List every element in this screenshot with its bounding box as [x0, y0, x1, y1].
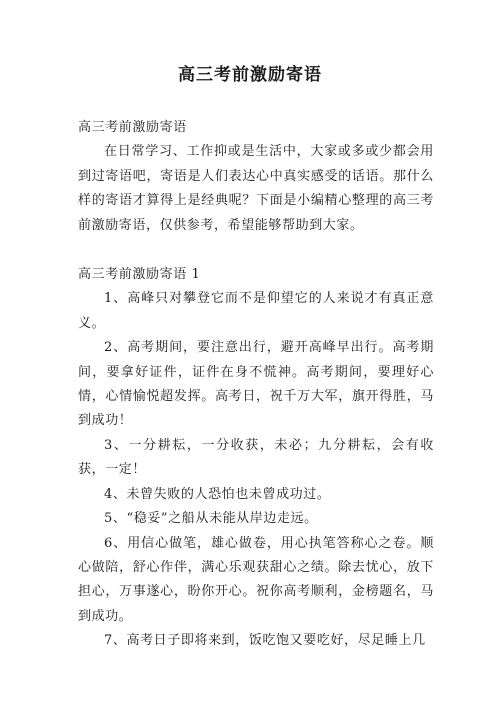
list-item: 5、“稳妥”之船从未能从岸边走远。 [104, 511, 318, 527]
list-item: 2、高考期间，要注意出行，避开高峰早出行。高考期间，要拿好证件，证件在身不慌神。高考期间，要理好心情，心情愉悦超发挥。高考日，祝千万大军，旗开得胜，马到成功！ [78, 340, 434, 429]
list-item: 7、高考日子即将来到，饭吃饱又要吃好，尽足睡上几 [104, 633, 426, 649]
list-item: 3、一分耕耘，一分收获，未必；九分耕耘，会有收获，一定！ [78, 437, 434, 478]
section-gap [78, 238, 434, 263]
intro-paragraph: 在日常学习、工作抑或是生活中，大家或多或少都会用到过寄语吧，寄语是人们表达心中真实感受的话语。那什么样的寄语才算得上是经典呢？下面是小编精心整理的高三考前激励寄语，仅供参考，希望能够帮助到大家。 [78, 144, 434, 233]
list-item: 6、用信心做笔，雄心做卷，用心执笔答称心之卷。顺心做陪，舒心作伴，满心乐观获甜心之绩。除去忧心，放下担心，万事遂心，盼你开心。祝你高考顺利，金榜题名，马到成功。 [78, 535, 434, 624]
document-title: 高三考前激励寄语 [178, 65, 322, 85]
section-heading: 高三考前激励寄语 1 [78, 267, 201, 283]
list-item: 4、未曾失败的人恐怕也未曾成功过。 [104, 486, 331, 502]
list-item: 1、高峰只对攀登它而不是仰望它的人来说才有真正意义。 [78, 291, 434, 331]
document-body [78, 116, 434, 654]
intro-heading: 高三考前激励寄语 [78, 120, 187, 135]
